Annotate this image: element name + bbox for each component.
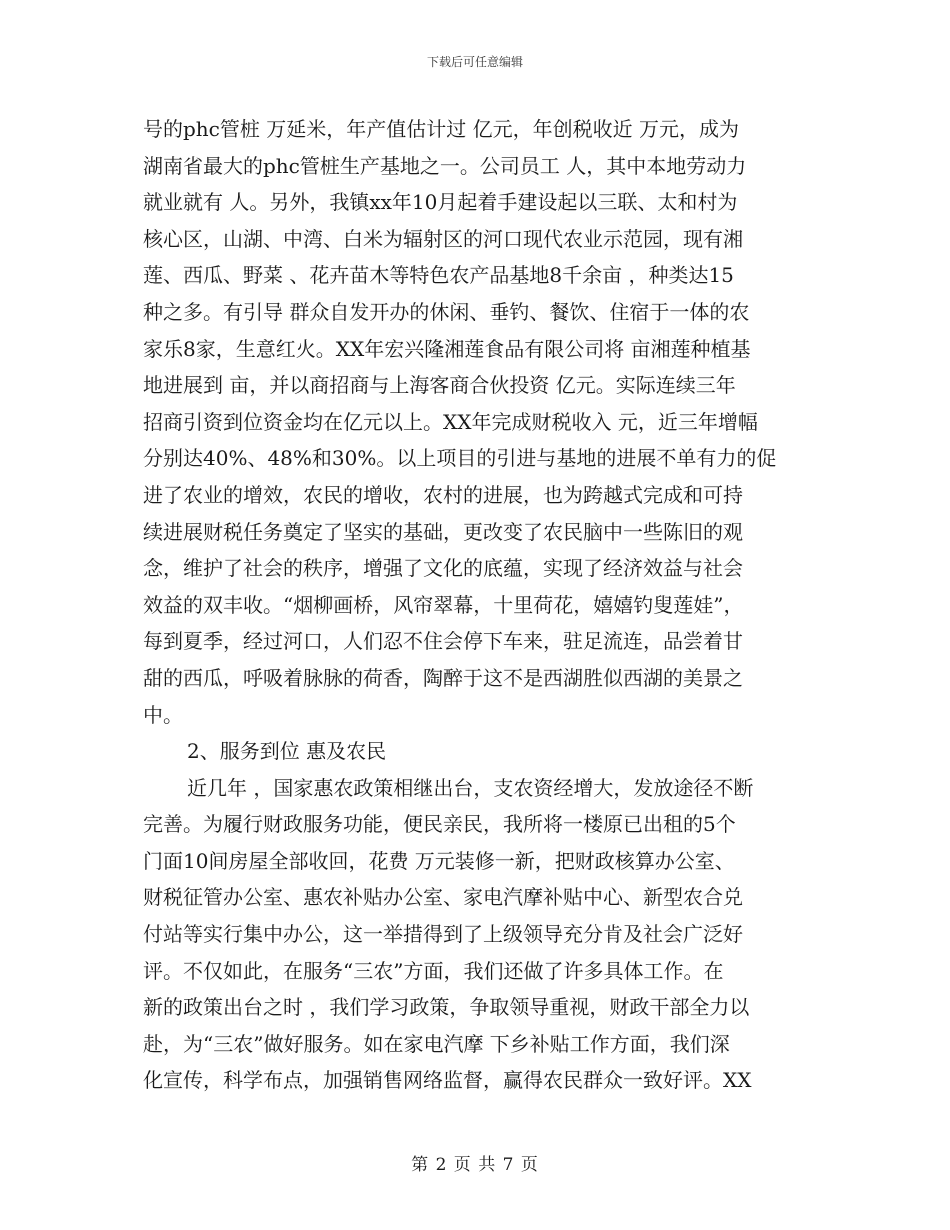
text-line: 号的phc管桩 万延米，年产值估计过 亿元，年创税收近 万元，成为	[143, 117, 739, 141]
section-heading: 2、服务到位 惠及农民	[187, 739, 387, 764]
text-line: 赴，为“三农”做好服务。如在家电汽摩 下乡补贴工作方面，我们深	[143, 1031, 730, 1056]
text-line: 分别达40%、48%和30%。以上项目的引进与基地的进展不单有力的促	[143, 446, 777, 471]
text-line: 核心区，山湖、中湾、白米为辐射区的河口现代农业示范园，现有湘	[143, 226, 743, 251]
text-line: 新的政策出台之时 ，我们学习政策，争取领导重视，财政干部全力以	[143, 995, 750, 1020]
text-line: 进了农业的增效，农民的增收，农村的进展，也为跨越式完成和可持	[143, 482, 743, 507]
text-line: 家乐8家，生意红火。XX年宏兴隆湘莲食品有限公司将 亩湘莲种植基	[143, 336, 751, 361]
text-line: 种之多。有引导 群众自发开办的休闲、垂钓、餐饮、住宿于一体的农	[143, 299, 750, 324]
text-line: 念，维护了社会的秩序，增强了文化的底蕴，实现了经济效益与社会	[143, 556, 743, 581]
text-line: 评。不仅如此，在服务“三农”方面，我们还做了许多具体工作。在	[143, 958, 724, 983]
text-line: 门面10间房屋全部收回，花费 万元装修一新，把财政核算办公室、	[143, 848, 735, 873]
text-line: 招商引资到位资金均在亿元以上。XX年完成财税收入 元，近三年增幅	[143, 409, 758, 434]
text-line: 每到夏季，经过河口，人们忍不住会停下车来，驻足流连，品尝着甘	[143, 629, 743, 654]
text-line: 化宣传，科学布点，加强销售网络监督，赢得农民群众一致好评。XX	[143, 1068, 752, 1093]
text-line: 近几年 ，国家惠农政策相继出台，支农资经增大，发放途径不断	[187, 775, 754, 800]
text-line: 甜的西瓜，呼吸着脉脉的荷香，陶醉于这不是西湖胜似西湖的美景之	[143, 665, 743, 690]
text-line: 湖南省最大的phc管桩生产基地之一。公司员工 人，其中本地劳动力	[143, 153, 747, 178]
document-body	[143, 111, 809, 1099]
text-line: 莲、西瓜、野菜 、花卉苗木等特色农产品基地8千余亩 ，种类达15	[143, 263, 734, 288]
text-line: 地进展到 亩，并以商招商与上海客商合伙投资 亿元。实际连续三年	[143, 373, 736, 398]
text-line: 完善。为履行财政服务功能，便民亲民，我所将一楼原已出租的5个	[143, 812, 736, 837]
text-line: 效益的双丰收。“烟柳画桥，风帘翠幕，十里荷花，嬉嬉钓叟莲娃”，	[143, 592, 744, 617]
page-header: 下载后可任意编辑	[426, 55, 523, 69]
text-line: 续进展财税任务奠定了坚实的基础，更改变了农民脑中一些陈旧的观	[143, 519, 743, 544]
text-line: 中。	[143, 702, 183, 727]
text-line: 就业就有 人。另外，我镇xx年10月起着手建设起以三联、太和村为	[143, 190, 738, 215]
text-line: 付站等实行集中办公，这一举措得到了上级领导充分肯及社会广泛好	[143, 922, 743, 947]
text-line: 财税征管办公室、惠农补贴办公室、家电汽摩补贴中心、新型农合兑	[143, 885, 743, 910]
page-number: 第 2 页 共 7 页	[411, 1155, 539, 1175]
